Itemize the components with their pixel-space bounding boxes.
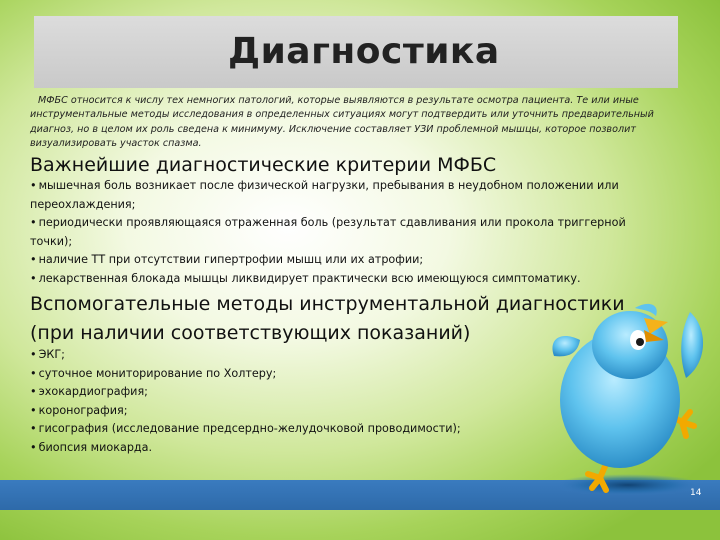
list-item: • периодически проявляющаяся отраженная боль (результат сдавливания или прокола триггерной точки); — [30, 214, 650, 251]
criteria-list — [30, 177, 650, 289]
list-item: • наличие ТТ при отсутствии гипертрофии мышц или их атрофии; — [30, 251, 650, 270]
intro-paragraph: МФБС относится к числу тех немногих патологий, которые выявляются в результате осмотра пациента. Те или иные инструментальные методы исследования в определенных ситуациях могут подтвердить или уточнить предварительный диагноз, но в целом их роль сведена к минимуму. Исключение составляет УЗИ проблемной мышцы, которое позволит визуализировать участок спазма. — [30, 95, 654, 149]
list-item: • мышечная боль возникает после физической нагрузки, пребывания в неудобном положении или переохлаждения; — [30, 177, 650, 214]
list-item: • лекарственная блокада мышцы ликвидирует практически всю имеющуюся симптоматику. — [30, 270, 650, 289]
methods-heading: Вспомогательные методы инструментальной диагностики (при наличии соответствующих показаний) — [30, 293, 625, 344]
methods-list — [30, 346, 530, 458]
page-number: 14 — [690, 488, 702, 498]
list-item: • суточное мониторирование по Холтеру; — [30, 365, 530, 384]
list-item: • эхокардиография; — [30, 383, 530, 402]
list-item: • биопсия миокарда. — [30, 439, 530, 458]
list-item: • гисография (исследование предсердно-желудочковой проводимости); — [30, 420, 530, 439]
slide-title: Диагностика — [228, 31, 500, 72]
list-item: • коронография; — [30, 402, 530, 421]
list-item: • ЭКГ; — [30, 346, 530, 365]
criteria-heading: Важнейшие диагностические критерии МФБС — [30, 154, 497, 176]
blue-bird-icon — [540, 300, 715, 515]
